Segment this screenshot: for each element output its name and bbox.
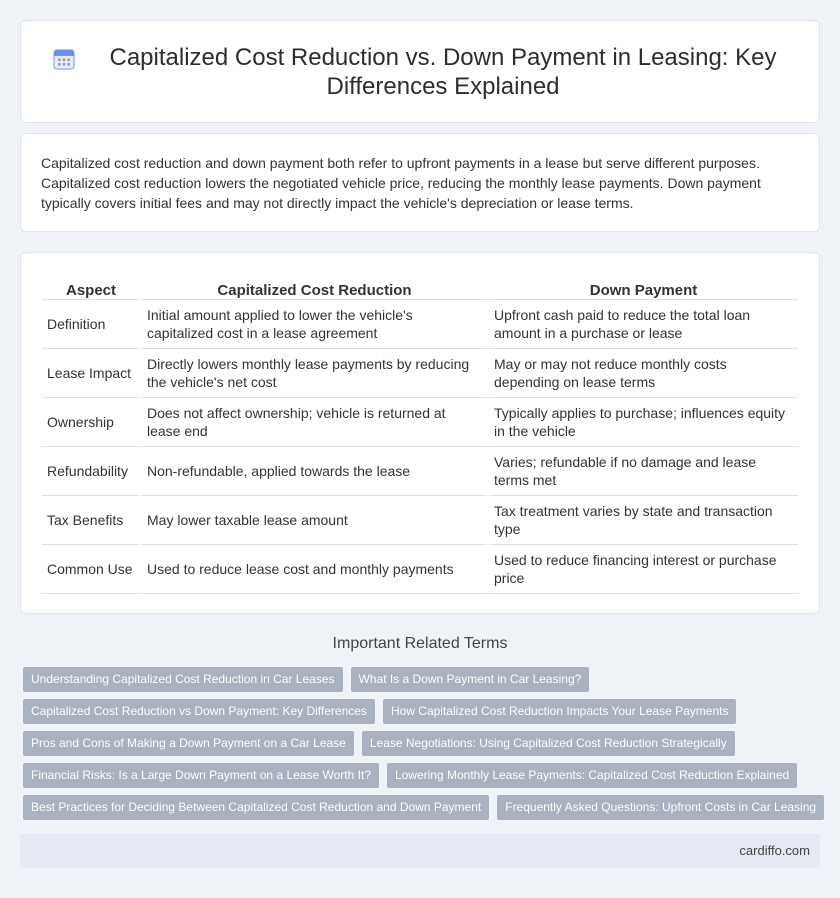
- ccr-cell: Initial amount applied to lower the vehicle's capitalized cost in a lease agreement: [142, 299, 487, 348]
- ccr-cell: Used to reduce lease cost and monthly payments: [142, 544, 487, 593]
- down-payment-cell: Used to reduce financing interest or purchase price: [489, 544, 798, 593]
- title-card: [20, 20, 820, 123]
- tag-row: [23, 795, 823, 820]
- table-row: [42, 495, 798, 544]
- calendar-icon: [52, 47, 76, 71]
- down-payment-cell: Varies; refundable if no damage and lease terms met: [489, 446, 798, 495]
- related-term-link[interactable]: Best Practices for Deciding Between Capitalized Cost Reduction and Down Payment: [23, 795, 489, 820]
- related-terms-list: [23, 667, 823, 827]
- header-capitalized-cost-reduction: Capitalized Cost Reduction: [142, 273, 487, 299]
- tag-row: [23, 763, 823, 788]
- related-term-link[interactable]: Financial Risks: Is a Large Down Payment on a Lease Worth It?: [23, 763, 379, 788]
- ccr-cell: Does not affect ownership; vehicle is returned at lease end: [142, 397, 487, 446]
- related-term-link[interactable]: Lease Negotiations: Using Capitalized Cost Reduction Strategically: [362, 731, 735, 756]
- down-payment-cell: Typically applies to purchase; influences equity in the vehicle: [489, 397, 798, 446]
- title-row: [21, 43, 819, 101]
- related-term-link[interactable]: Pros and Cons of Making a Down Payment on a Car Lease: [23, 731, 354, 756]
- down-payment-cell: Upfront cash paid to reduce the total loan amount in a purchase or lease: [489, 299, 798, 348]
- tag-row: [23, 731, 823, 756]
- comparison-table-card: [20, 252, 820, 614]
- down-payment-cell: May or may not reduce monthly costs depending on lease terms: [489, 348, 798, 397]
- related-term-link[interactable]: Understanding Capitalized Cost Reduction in Car Leases: [23, 667, 343, 692]
- aspect-cell: Lease Impact: [42, 348, 140, 397]
- ccr-cell: Non-refundable, applied towards the lease: [142, 446, 487, 495]
- aspect-cell: Tax Benefits: [42, 495, 140, 544]
- table-row: [42, 544, 798, 593]
- table-header-row: [42, 273, 798, 299]
- ccr-cell: May lower taxable lease amount: [142, 495, 487, 544]
- footer-site-link[interactable]: cardiffo.com: [739, 843, 810, 858]
- related-term-link[interactable]: Lowering Monthly Lease Payments: Capitalized Cost Reduction Explained: [387, 763, 797, 788]
- intro-paragraph: Capitalized cost reduction and down payment both refer to upfront payments in a lease but serve different purposes. Capitalized cost reduction lowers the negotiated vehicle price, reducing the monthly lease payments. Down payment typically covers initial fees and may not directly impact the vehicle's depreciation or lease terms.: [41, 155, 761, 211]
- related-terms-heading: Important Related Terms: [332, 635, 508, 652]
- intro-card: [20, 133, 820, 232]
- aspect-cell: Definition: [42, 299, 140, 348]
- header-down-payment: Down Payment: [489, 273, 798, 299]
- page-title: Capitalized Cost Reduction vs. Down Payment in Leasing: Key Differences Explained: [109, 44, 777, 100]
- table-row: [42, 446, 798, 495]
- table-row: [42, 348, 798, 397]
- footer: [20, 834, 820, 868]
- related-term-link[interactable]: What Is a Down Payment in Car Leasing?: [351, 667, 590, 692]
- tag-row: [23, 699, 823, 724]
- related-term-link[interactable]: Frequently Asked Questions: Upfront Costs in Car Leasing: [497, 795, 824, 820]
- related-term-link[interactable]: How Capitalized Cost Reduction Impacts Your Lease Payments: [383, 699, 737, 724]
- table-row: [42, 299, 798, 348]
- tag-row: [23, 667, 823, 692]
- table-row: [42, 397, 798, 446]
- aspect-cell: Common Use: [42, 544, 140, 593]
- down-payment-cell: Tax treatment varies by state and transaction type: [489, 495, 798, 544]
- header-aspect: Aspect: [42, 273, 140, 299]
- ccr-cell: Directly lowers monthly lease payments by reducing the vehicle's net cost: [142, 348, 487, 397]
- comparison-table: [42, 273, 798, 594]
- aspect-cell: Refundability: [42, 446, 140, 495]
- related-term-link[interactable]: Capitalized Cost Reduction vs Down Payment: Key Differences: [23, 699, 375, 724]
- aspect-cell: Ownership: [42, 397, 140, 446]
